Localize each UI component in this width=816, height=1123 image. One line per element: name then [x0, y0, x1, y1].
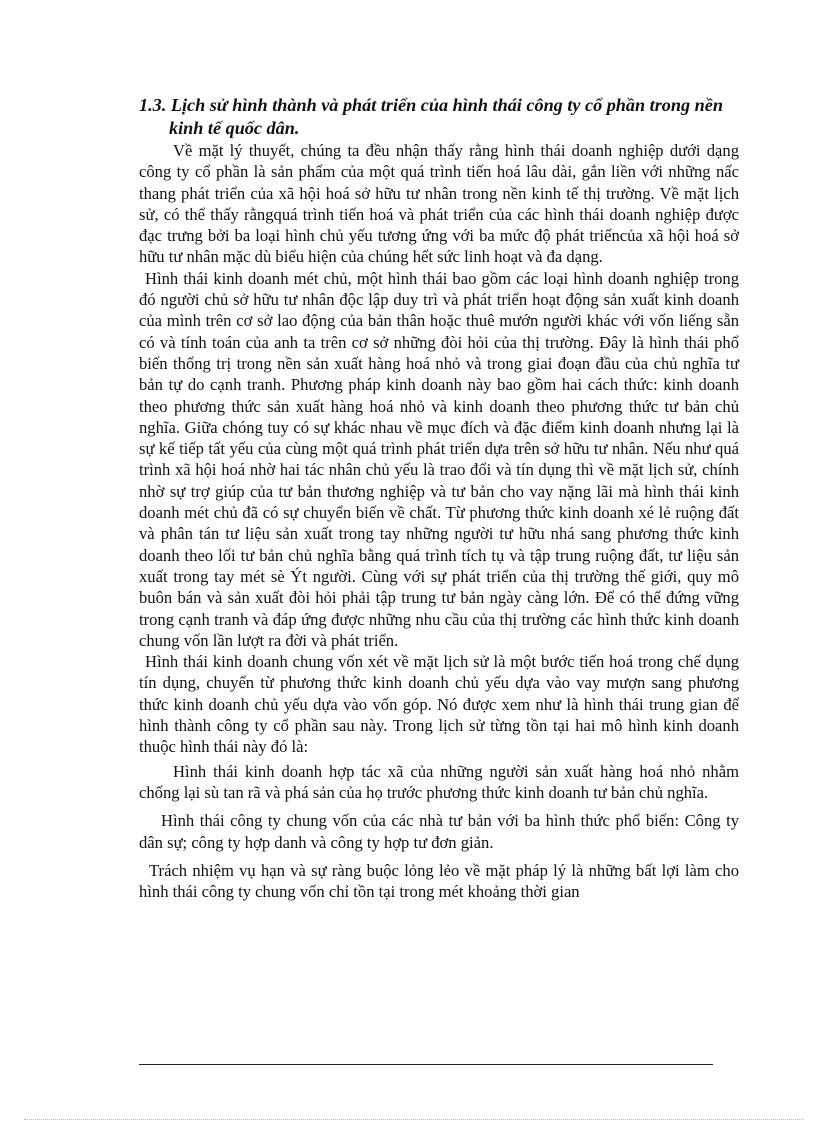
- paragraph-sole-proprietorship: Hình thái kinh doanh mét chủ, một hình thái bao gồm các loại hình doanh nghiệp trong đó người chủ sở hữu tư nhân độc lập duy trì và phát triển hoạt động sản xuất kinh doanh của mình trên cơ sở lao động của bản thân hoặc thuê mướn người khác với vốn liếng sẵn có và tính toán của anh ta trên cơ sở những đòi hỏi của thị trường. Đây là hình thái phổ biến thống trị trong nền sản xuất hàng hoá nhỏ và trong giai đoạn đầu của chủ nghĩa tư bản tự do cạnh tranh. Phương pháp kinh doanh này bao gồm hai cách thức: kinh doanh theo phương thức sản xuất hàng hoá nhỏ và kinh doanh theo phương thức tư bản chủ nghĩa. Giữa chóng tuy có sự khác nhau về mục đích và đặc điểm kinh doanh nhưng lại là sự kế tiếp tất yếu của cùng một quá trình phát triển dựa trên sở hữu tư nhân. Nếu như quá trình xã hội hoá nhờ hai tác nhân chủ yếu là trao đổi và tín dụng thì về mặt lịch sử, chính nhờ sự trợ giúp của tư bản thương nghiệp và tư bản cho vay nặng lãi mà hình thái kinh doanh mét chủ đã có sự chuyển biến về chất. Từ phương thức kinh doanh xé lẻ ruộng đất và phân tán tư liệu sản xuất trong tay những người tư hữu nhá sang phương thức kinh doanh theo lối tư bản chủ nghĩa bằng quá trình tích tụ và tập trung ruộng đất, tư liệu sản xuất trong tay mét sè Ýt người. Cùng với sự phát triển của thị trường thế giới, quy mô buôn bán và sản xuất đòi hỏi phải tập trung tư bản ngày càng lớn. Để có thể đứng vững trong cạnh tranh và đáp ứng được những nhu cầu của thị trường các hình thức kinh doanh chung vốn lần lượt ra đời và phát triển.: [139, 268, 739, 650]
- paragraph-theory: Về mặt lý thuyết, chúng ta đều nhận thấy rằng hình thái doanh nghiệp dưới dạng công ty cổ phần là sản phẩm của một quá trình tiến hoá lâu dài, gắn liền với những nấc thang phát triển của xã hội hoá sở hữu tư nhân trong nền kinh tế thị trường. Về mặt lịch sử, có thể thấy rằngquá trình tiến hoá và phát triển của các hình thái doanh nghiệp được đạc trưng bởi ba loại hình chủ yếu tương ứng với ba mức độ phát triểncủa xã hội hoá sở hữu tư nhân mặc dù biểu hiện của chúng hết sức linh hoạt và đa dạng.: [139, 141, 739, 267]
- section-heading: 1.3. Lịch sử hình thành và phát triển của hình thái công ty cổ phần trong nền kinh tế quốc dân.: [139, 95, 723, 138]
- paragraph-cooperative: Hình thái kinh doanh hợp tác xã của những người sản xuất hàng hoá nhỏ nhằm chống lại sù tan rã và phá sản của họ trước phương thức kinh doanh tư bản chủ nghĩa.: [139, 761, 739, 802]
- footer-rule: [139, 1064, 713, 1065]
- page-bottom-dotted-border: [24, 1119, 804, 1120]
- paragraph-joint-capital: Hình thái kinh doanh chung vốn xét về mặt lịch sử là một bước tiến hoá trong chế dụng tín dụng, chuyển từ phương thức kinh doanh chủ yếu dựa vào vay mượn sang phương thức kinh doanh chủ yếu dựa vào vốn góp. Nó được xem như là hình thái trung gian để hình thành công ty cổ phần sau này. Trong lịch sử từng tồn tại hai mô hình kinh doanh thuộc hình thái này đó là:: [139, 652, 739, 757]
- paragraph-liability: Trách nhiệm vụ hạn và sự ràng buộc lỏng lẻo về mặt pháp lý là những bất lợi làm cho hình thái công ty chung vốn chỉ tồn tại trong mét khoảng thời gian: [139, 860, 739, 902]
- paragraph-partnership: Hình thái công ty chung vốn của các nhà tư bản với ba hình thức phổ biến: Công ty dân sự; công ty hợp danh và công ty hợp tư đơn giản.: [139, 811, 739, 852]
- page-content: [139, 94, 739, 902]
